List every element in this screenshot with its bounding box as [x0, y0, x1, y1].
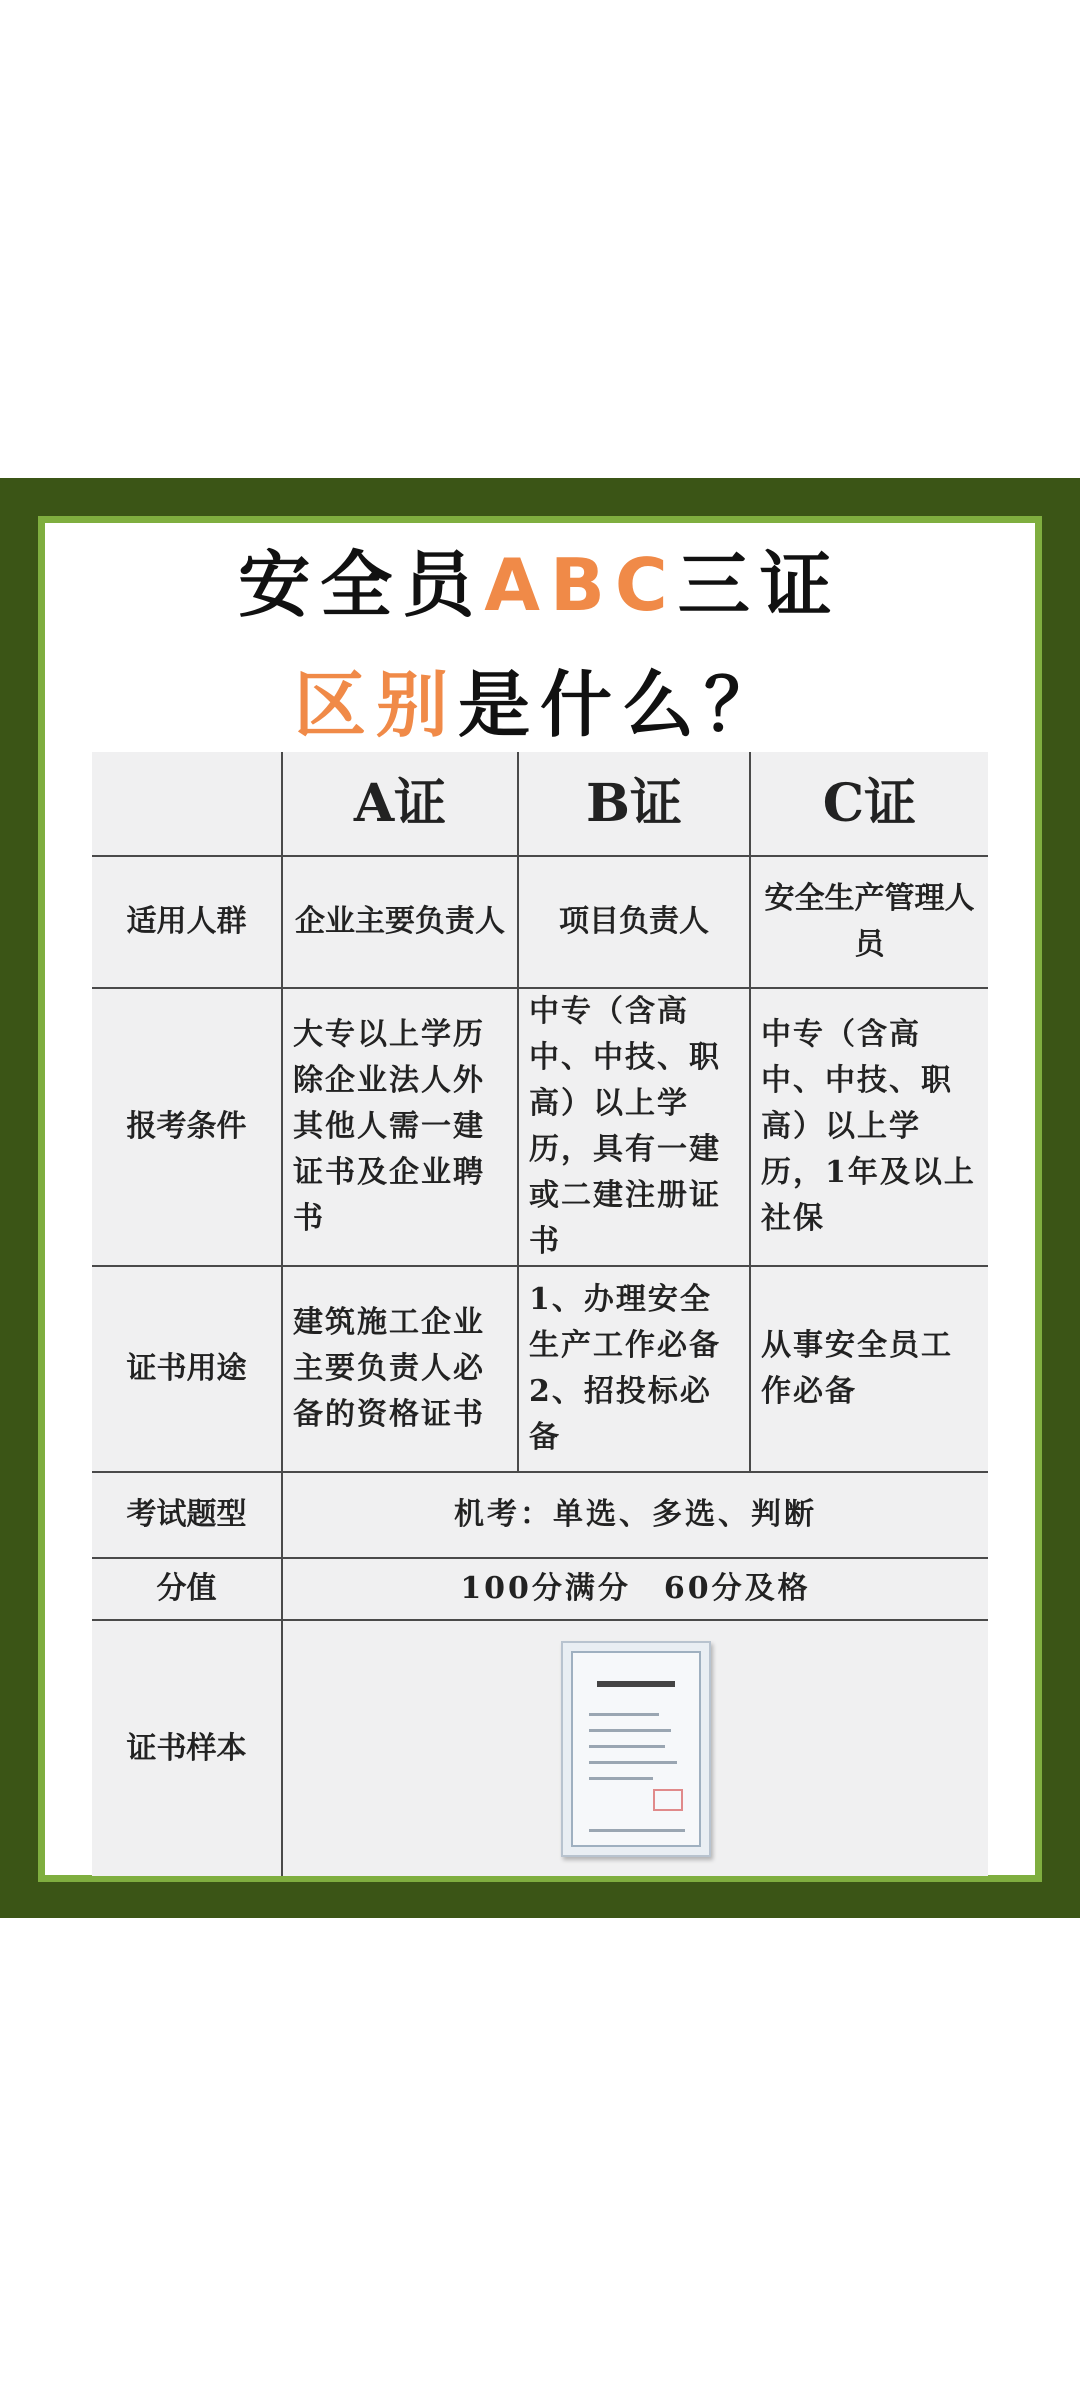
- table-row: [92, 1472, 988, 1558]
- header-b-cert: B证: [518, 752, 750, 856]
- cell-c-requirements: 中专（含高中、中技、职高）以上学历，1年及以上社保: [750, 988, 988, 1266]
- title-accent-abc: ABC: [484, 543, 678, 627]
- comparison-table: [92, 752, 988, 1876]
- cell-sample: [282, 1620, 988, 1876]
- table-row: [92, 1266, 988, 1472]
- title-line-2: [0, 660, 1080, 750]
- title-prefix: 安全员: [238, 543, 485, 627]
- cell-c-audience: 安全生产管理人员: [750, 856, 988, 988]
- table-header-row: [92, 752, 988, 856]
- table-row: [92, 1558, 988, 1620]
- header-empty-cell: [92, 752, 282, 856]
- certificate-sample-image: [561, 1641, 711, 1857]
- cell-c-usage: 从事安全员工作必备: [750, 1266, 988, 1472]
- row-label-requirements: 报考条件: [92, 988, 282, 1266]
- cell-a-audience: 企业主要负责人: [282, 856, 518, 988]
- row-label-usage: 证书用途: [92, 1266, 282, 1472]
- table-row: [92, 1620, 988, 1876]
- row-label-audience: 适用人群: [92, 856, 282, 988]
- cell-score: 100分满分 60分及格: [282, 1558, 988, 1620]
- row-label-sample: 证书样本: [92, 1620, 282, 1876]
- cell-b-audience: 项目负责人: [518, 856, 750, 988]
- title-question: 是什么？: [458, 663, 787, 747]
- cell-exam-type: 机考：单选、多选、判断: [282, 1472, 988, 1558]
- row-label-exam-type: 考试题型: [92, 1472, 282, 1558]
- header-a-cert: A证: [282, 752, 518, 856]
- header-c-cert: C证: [750, 752, 988, 856]
- cell-b-requirements: 中专（含高中、中技、职高）以上学历，具有一建或二建注册证书: [518, 988, 750, 1266]
- cell-a-usage: 建筑施工企业主要负责人必备的资格证书: [282, 1266, 518, 1472]
- cell-b-usage: 1、办理安全生产工作必备 2、招投标必备: [518, 1266, 750, 1472]
- table-row: [92, 988, 988, 1266]
- title-suffix: 三证: [677, 543, 842, 627]
- table-row: [92, 856, 988, 988]
- cell-a-requirements: 大专以上学历除企业法人外其他人需一建证书及企业聘书: [282, 988, 518, 1266]
- title-accent-difference: 区别: [293, 663, 458, 747]
- title-line-1: [0, 540, 1080, 630]
- row-label-score: 分值: [92, 1558, 282, 1620]
